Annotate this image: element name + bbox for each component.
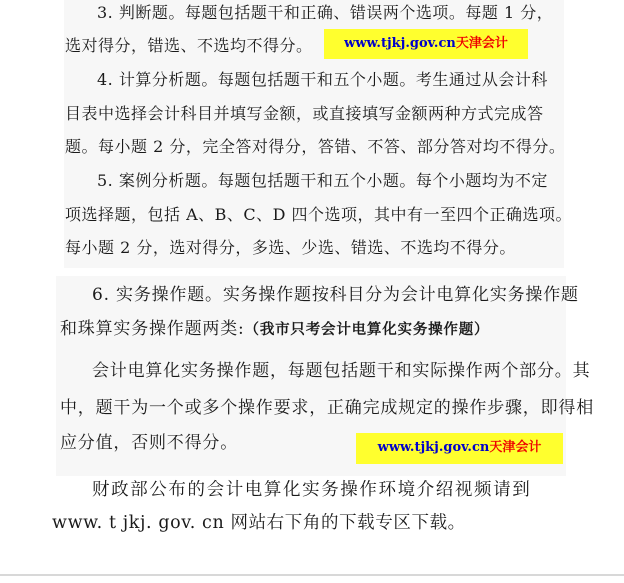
item-5-line-1: 5. 案例分析题。每题包括题干和五个小题。每个小题均为不定: [97, 171, 548, 190]
item-4-line-3: 题。每小题 2 分，完全答对得分，答错、不答、部分答对均不得分。: [65, 137, 566, 156]
item-3-line-1: 3. 判断题。每题包括题干和正确、错误两个选项。每题 1 分，: [97, 3, 554, 22]
computerized-line-1: 会计电算化实务操作题，每题包括题干和实际操作两个部分。其: [92, 361, 591, 381]
item-5-line-2: 项选择题，包括 A、B、C、D 四个选项，其中有一至四个正确选项。: [65, 205, 573, 224]
local-exam-note: （我市只考会计电算化实务操作题）: [244, 322, 490, 338]
item-5-line-3: 每小题 2 分，选对得分，多选、少选、错选、不选均不得分。: [65, 238, 516, 257]
banner-url: www.tjkj.gov.cn: [344, 36, 456, 51]
banner-brand: 天津会计: [455, 36, 508, 51]
video-notice-line-2: www. t jkj. gov. cn 网站右下角的下载专区下载。: [52, 513, 466, 533]
item-6-line-2: [60, 319, 489, 340]
item-6-line-1: 6. 实务操作题。实务操作题按科目分为会计电算化实务操作题: [92, 285, 579, 305]
watermark-banner-bottom: [356, 433, 563, 464]
item-3-line-2: 选对得分，错选、不选均不得分。: [65, 36, 313, 55]
banner-brand: 天津会计: [489, 440, 542, 455]
item-6-line-2-text: 和珠算实务操作题两类:: [60, 319, 245, 339]
video-notice-line-1: 财政部公布的会计电算化实务操作环境介绍视频请到: [92, 480, 532, 500]
computerized-line-3: 应分值，否则不得分。: [60, 433, 238, 453]
item-4-line-1: 4. 计算分析题。每题包括题干和五个小题。考生通过从会计科: [97, 70, 548, 89]
watermark-banner-top: [324, 29, 528, 59]
computerized-line-2: 中，题干为一个或多个操作要求，正确完成规定的操作步骤，即得相: [60, 398, 594, 418]
page-bottom-divider: [0, 574, 624, 576]
item-4-line-2: 目表中选择会计科目并填写金额，或直接填写金额两种方式完成答: [65, 104, 544, 123]
banner-url: www.tjkj.gov.cn: [377, 440, 490, 455]
